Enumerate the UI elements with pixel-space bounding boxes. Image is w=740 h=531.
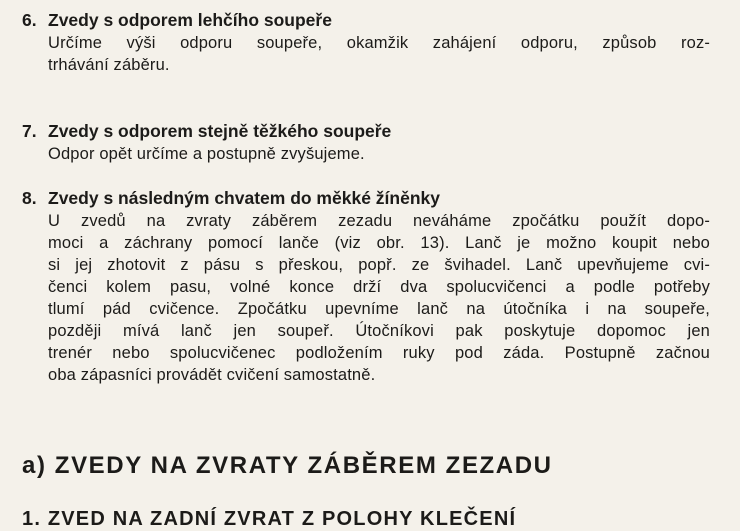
item-heading [22,8,722,32]
item-heading [22,186,722,210]
item-number: 8. [22,188,37,208]
body-line: trhávání záběru. [48,56,170,74]
body-line: Určíme výši odporu soupeře, okamžik zahájení odporu, způsob roz- [48,34,710,52]
body-line: si jej zhotovit z pásu s přeskou, popř. ze švihadel. Lanč upevňujeme cvi- [48,256,710,274]
body-line: moci a záchrany pomocí lanče (viz obr. 13). Lanč je možno koupit nebo [48,234,710,252]
body-line: čenci kolem pasu, volné konce drží dva spolucvičenci a podle potřeby [48,278,710,296]
list-item-6 [22,8,722,76]
body-line: Odpor opět určíme a postupně zvyšujeme. [48,145,365,163]
item-title: Zvedy s následným chvatem do měkké žíněnky [48,188,440,208]
body-line: později mívá lanč jen soupeř. Útočníkovi pak poskytuje dopomoc jen [48,322,710,340]
body-line: U zvedů na zvraty záběrem zezadu neváháme zpočátku použít dopo- [48,212,710,230]
body-line: oba zápasníci provádět cvičení samostatně. [48,366,376,384]
item-title: Zvedy s odporem lehčího soupeře [48,10,332,30]
item-heading [22,119,722,143]
list-item-8 [22,186,722,386]
body-line: trenér nebo spolucvičenec podložením ruky pod záda. Postupně začnou [48,344,710,362]
item-body [48,143,710,165]
list-item-7 [22,119,722,165]
item-number: 6. [22,10,37,30]
section-title: a) ZVEDY NA ZVRATY ZÁBĚREM ZEZADU [22,452,553,479]
next-section-heading: 1. ZVED NA ZADNÍ ZVRAT Z POLOHY KLEČENÍ [22,508,517,530]
item-title: Zvedy s odporem stejně těžkého soupeře [48,121,392,141]
item-body [48,32,710,76]
body-line: tlumí pád cvičence. Zpočátku upevníme lanč na útočníka i na soupeře, [48,300,710,318]
item-body [48,210,710,386]
item-number: 7. [22,121,37,141]
